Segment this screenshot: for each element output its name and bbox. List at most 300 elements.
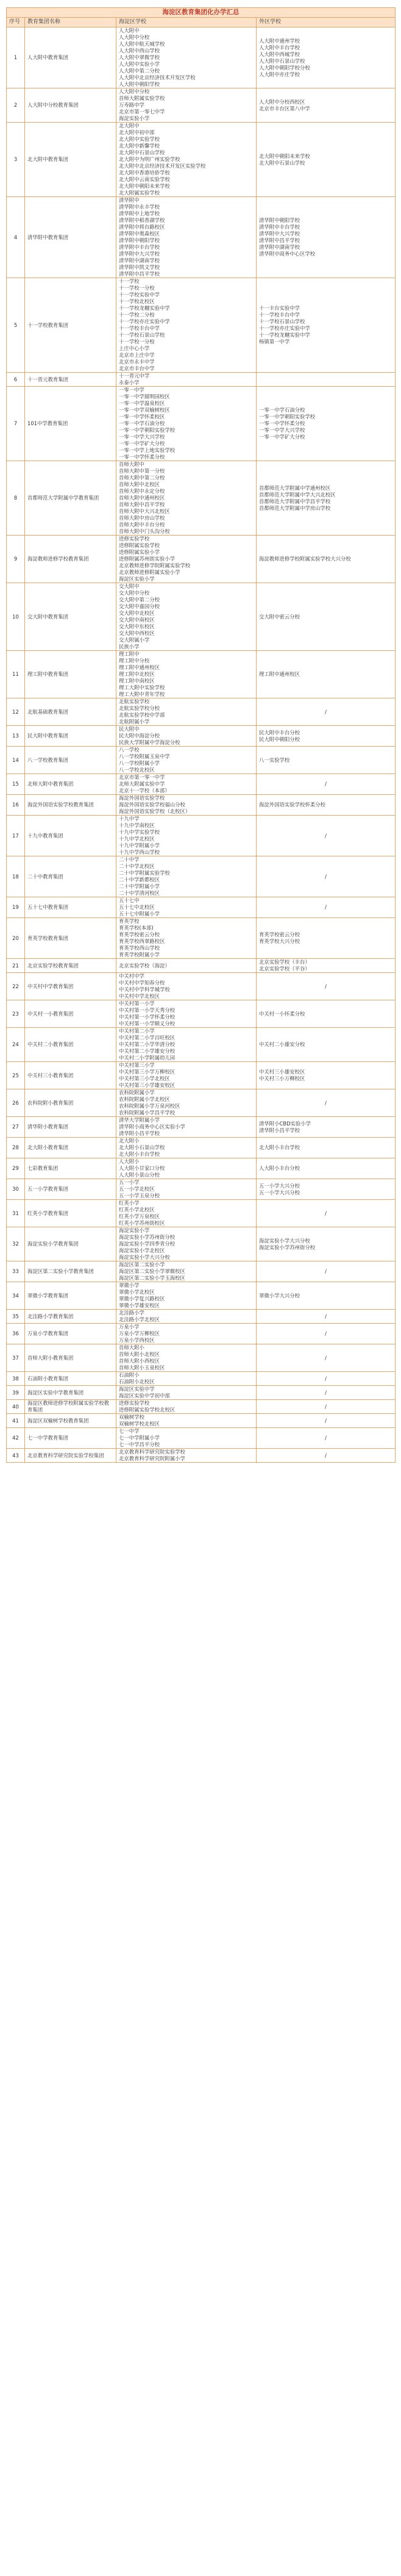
table-row — [7, 1386, 396, 1400]
school-name: 人大附中分校 — [119, 34, 150, 40]
school-name: 万泉小学西校区 — [119, 1337, 155, 1343]
table-row — [7, 816, 396, 856]
haidian-schools-cell — [116, 1261, 257, 1282]
other-district-schools-cell — [257, 88, 396, 123]
group-name: 中关村中学教育集团 — [25, 973, 116, 1000]
school-name: 人大附中翠微学校 — [119, 54, 160, 60]
school-name: / — [325, 1313, 327, 1319]
row-number: 9 — [7, 536, 25, 583]
school-name: 十一晋元中学 — [119, 373, 150, 379]
school-name: 清华附小昌平学校 — [119, 1130, 160, 1136]
school-name: / — [325, 781, 327, 787]
school-name: 交大附中第二分校 — [119, 597, 160, 603]
school-name: 人大附中 — [119, 27, 140, 34]
table-body — [7, 27, 396, 1463]
other-district-schools-cell — [257, 1138, 396, 1158]
table-row — [7, 795, 396, 816]
school-name: 北大附中香港培侨学校 — [119, 170, 170, 176]
group-name: 中关村一小教育集团 — [25, 1000, 116, 1028]
school-name: 民族小学 — [119, 644, 140, 650]
school-name: 育英学校大兴分校 — [259, 938, 300, 944]
school-name: 七一中学 — [119, 1428, 140, 1434]
table-title: 海淀区教育集团化办学汇总 — [7, 8, 396, 18]
school-name: 五一小学北校区 — [119, 1186, 155, 1192]
school-name: 交大附中分校 — [119, 590, 150, 596]
school-name: 海淀外国语实验学校怀柔分校 — [259, 802, 325, 808]
school-name: 十一学校北校区 — [119, 298, 155, 304]
group-name: 北京教育科学研究院实验学校集团 — [25, 1449, 116, 1463]
table-row — [7, 918, 396, 959]
school-name: 农科院附属小学 — [119, 1089, 155, 1096]
group-name: 石油附小教育集团 — [25, 1372, 116, 1386]
school-name: 清华附中湖南学校 — [259, 244, 300, 250]
school-name: 十一学校石景山学校 — [259, 318, 305, 325]
table-row — [7, 856, 396, 897]
table-row — [7, 197, 396, 278]
school-name: 上庄中心小学 — [119, 345, 150, 351]
row-number: 36 — [7, 1324, 25, 1344]
school-name: / — [325, 873, 327, 880]
school-name: 首师大附中丰台分校 — [119, 522, 165, 528]
school-name: 中关村二小雄安分校 — [259, 1041, 305, 1047]
haidian-schools-cell — [116, 27, 257, 88]
school-name: 北京实验学校（平谷） — [259, 966, 310, 972]
other-district-schools-cell — [257, 747, 396, 774]
row-number: 12 — [7, 698, 25, 726]
school-name: 北航实验学校分校 — [119, 705, 160, 711]
group-name: 七一中学教育集团 — [25, 1428, 116, 1449]
school-name: 北京实验学校（丰台） — [259, 959, 310, 965]
school-name: 一零一中学朝阳实验学校 — [119, 427, 176, 433]
school-name: 进修实验学校 — [119, 536, 150, 542]
haidian-schools-cell — [116, 651, 257, 698]
group-name: 海淀区双榆树学校教育集团 — [25, 1414, 116, 1428]
school-name: 十一学校龙樾实验中学 — [259, 332, 310, 338]
table-row — [7, 747, 396, 774]
row-number: 8 — [7, 461, 25, 536]
other-district-schools-cell — [257, 651, 396, 698]
group-name: 101中学教育集团 — [25, 387, 116, 461]
school-name: 中关村第一小学天秀分校 — [119, 1007, 176, 1013]
school-name: 首都师范大学附属中学通州校区 — [259, 484, 331, 491]
haidian-schools-cell — [116, 959, 257, 973]
haidian-schools-cell — [116, 278, 257, 373]
table-row — [7, 123, 396, 197]
row-number: 22 — [7, 973, 25, 1000]
school-name: 中关村第三小学万柳校区 — [119, 1069, 176, 1075]
school-name: 一零一中学朝阳实验学校 — [259, 414, 316, 420]
school-name: 海淀实验小学 — [119, 115, 150, 121]
group-name: 五一小学教育集团 — [25, 1179, 116, 1200]
group-name: 首师大附小教育集团 — [25, 1344, 116, 1372]
haidian-schools-cell — [116, 1158, 257, 1179]
table-row — [7, 583, 396, 651]
school-name: 北大附中 — [119, 123, 140, 129]
table-row — [7, 1282, 396, 1310]
school-name: 十九中学附属小学 — [119, 842, 160, 849]
haidian-schools-cell — [116, 1089, 257, 1117]
group-name: 万泉小学教育集团 — [25, 1324, 116, 1344]
school-name: 十九中学南校区 — [119, 822, 155, 828]
school-name: 首师大附小玉泉校区 — [119, 1365, 165, 1371]
school-name: 北大附中朝阳未来学校 — [119, 183, 170, 189]
haidian-schools-cell — [116, 387, 257, 461]
group-name: 理工附中教育集团 — [25, 651, 116, 698]
school-name: 一零一中学双榆树校区 — [119, 407, 170, 413]
table-row — [7, 1062, 396, 1089]
row-number: 24 — [7, 1028, 25, 1062]
school-name: 万寿路中学 — [119, 102, 144, 108]
haidian-schools-cell — [116, 1344, 257, 1372]
column-header-group-name: 教育集团名称 — [25, 18, 116, 27]
school-name: 海淀教师进修学校附属实验学校大兴分校 — [259, 556, 351, 562]
school-name: 永泰小学 — [119, 379, 140, 386]
row-number: 20 — [7, 918, 25, 959]
haidian-schools-cell — [116, 1428, 257, 1449]
table-row — [7, 88, 396, 123]
school-name: 中关村中学知春分校 — [119, 980, 165, 986]
school-name: 海淀区第二实验小学翠微校区 — [119, 1268, 185, 1274]
haidian-schools-cell — [116, 1028, 257, 1062]
school-name: 首师大附中通州校区 — [119, 495, 165, 501]
school-name: 二十中学 — [119, 856, 140, 863]
other-district-schools-cell — [257, 1344, 396, 1372]
school-name: 人大附中分校西校区 — [259, 98, 305, 105]
school-name: 人大附中西山学校 — [119, 48, 160, 54]
school-name: 七一中学昌平分校 — [119, 1441, 160, 1448]
other-district-schools-cell — [257, 1117, 396, 1138]
group-name: 中关村三小教育集团 — [25, 1062, 116, 1089]
row-number: 21 — [7, 959, 25, 973]
school-name: 海淀实验小学大兴分校 — [119, 1254, 170, 1260]
school-name: 北航实验学校 — [119, 698, 150, 705]
row-number: 26 — [7, 1089, 25, 1117]
school-name: 十一学校亦庄实验中学 — [119, 318, 170, 325]
group-name: 人大附中分校教育集团 — [25, 88, 116, 123]
other-district-schools-cell — [257, 278, 396, 373]
school-name: / — [325, 1403, 327, 1410]
group-name: 民大附中教育集团 — [25, 726, 116, 747]
group-name: 红英小学教育集团 — [25, 1200, 116, 1227]
table-row — [7, 774, 396, 795]
haidian-schools-cell — [116, 897, 257, 918]
other-district-schools-cell — [257, 973, 396, 1000]
school-name: / — [325, 1099, 327, 1106]
school-name: 理工附中 — [119, 651, 140, 657]
group-name: 海淀实验小学教育集团 — [25, 1227, 116, 1261]
table-row — [7, 651, 396, 698]
school-name: 理工附中通州校区 — [119, 664, 160, 670]
row-number: 35 — [7, 1310, 25, 1324]
school-name: 北大附中北京经济技术开发区实验学校 — [119, 163, 206, 169]
row-number: 18 — [7, 856, 25, 897]
school-name: 清华附中丰台学校 — [119, 244, 160, 250]
row-number: 5 — [7, 278, 25, 373]
group-name: 北京实验学校教育集团 — [25, 959, 116, 973]
haidian-schools-cell — [116, 816, 257, 856]
row-number: 30 — [7, 1179, 25, 1200]
school-name: 理工大附中青年学校 — [119, 691, 165, 697]
school-name: 首都师范大学附属中学昌平学校 — [259, 498, 331, 504]
school-name: / — [325, 1417, 327, 1424]
row-number: 33 — [7, 1261, 25, 1282]
school-name: 人大附小甘家口分校 — [119, 1165, 165, 1171]
group-name: 八一学校教育集团 — [25, 747, 116, 774]
haidian-schools-cell — [116, 795, 257, 816]
row-number: 15 — [7, 774, 25, 795]
school-name: 育英学校西山学校 — [119, 945, 160, 951]
school-name: 十一丰台实验中学 — [259, 305, 300, 311]
haidian-schools-cell — [116, 1414, 257, 1428]
school-name: 北大附小丰台学校 — [259, 1144, 300, 1150]
school-name: 中关村第二小学雄安分校 — [119, 1048, 176, 1054]
group-name: 海淀区实验中学教育集团 — [25, 1386, 116, 1400]
school-name: 育英学校(本部) — [119, 925, 154, 931]
school-groups-table — [6, 7, 396, 1463]
school-name: 清华附中大兴学校 — [119, 251, 160, 257]
school-name: 中关村第三小学 — [119, 1062, 155, 1068]
other-district-schools-cell — [257, 897, 396, 918]
table-row — [7, 1400, 396, 1414]
school-name: 进修附属实验学校 — [119, 542, 160, 548]
row-number: 11 — [7, 651, 25, 698]
school-name: 进修实验学校 — [119, 1400, 150, 1406]
school-name: 人大附中朝阳学校分校 — [259, 64, 310, 71]
group-name: 二十中教育集团 — [25, 856, 116, 897]
row-number: 29 — [7, 1158, 25, 1179]
school-name: / — [325, 1354, 327, 1361]
haidian-schools-cell — [116, 747, 257, 774]
school-name: 十九中学西山学校 — [119, 849, 160, 855]
school-name: 交大附中 — [119, 583, 140, 589]
school-name: 五一小学大兴分校 — [259, 1182, 300, 1189]
haidian-schools-cell — [116, 1117, 257, 1138]
school-name: 中关村二小学附属幼儿园 — [119, 1055, 176, 1061]
school-name: / — [325, 832, 327, 839]
school-name: 清华附中商务中心区学校 — [259, 251, 316, 257]
table-row — [7, 536, 396, 583]
table-row — [7, 1227, 396, 1261]
school-name: 北京市第一零一中学 — [119, 774, 165, 780]
school-name: 一零一中学矿大分校 — [119, 440, 165, 447]
school-name: 石油附小北校区 — [119, 1379, 155, 1385]
school-name: / — [325, 1389, 327, 1396]
other-district-schools-cell — [257, 197, 396, 278]
school-name: 人大附中西城学校 — [259, 51, 300, 57]
table-row — [7, 1200, 396, 1227]
school-name: 清华附中稻香湖学校 — [119, 217, 165, 223]
other-district-schools-cell — [257, 856, 396, 897]
school-name: 人大附小 — [119, 1158, 140, 1164]
table-row — [7, 1138, 396, 1158]
row-number: 25 — [7, 1062, 25, 1089]
haidian-schools-cell — [116, 373, 257, 387]
table-row — [7, 373, 396, 387]
school-name: 人大附中朝阳学校 — [119, 81, 160, 87]
other-district-schools-cell — [257, 461, 396, 536]
row-number: 34 — [7, 1282, 25, 1310]
school-name: 一零一中学圆明园校区 — [119, 393, 170, 400]
school-name: / — [325, 1435, 327, 1441]
table-row — [7, 1261, 396, 1282]
haidian-schools-cell — [116, 1324, 257, 1344]
table-row — [7, 973, 396, 1000]
other-district-schools-cell — [257, 774, 396, 795]
school-name: 一零一中学大兴学校 — [119, 434, 165, 440]
haidian-schools-cell — [116, 698, 257, 726]
school-name: 北大附中实验学校 — [119, 136, 160, 142]
school-name: 北大附中初中部 — [119, 129, 155, 135]
school-name: 清华附中凯文学校 — [119, 264, 160, 270]
school-name: 中关村第三小学雄安校区 — [119, 1082, 176, 1088]
school-name: 首师大附中昌平学校 — [119, 501, 165, 508]
school-name: 北洼路小学北校区 — [119, 1316, 160, 1322]
row-number: 43 — [7, 1449, 25, 1463]
school-name: 清华附中朝阳学校 — [119, 237, 160, 243]
group-name: 育英学校教育集团 — [25, 918, 116, 959]
school-name: 海淀区第二实验小学 — [119, 1261, 165, 1268]
school-name: 育英学校西翠路校区 — [119, 938, 165, 944]
school-name: 进修附属实验小学 — [119, 549, 160, 555]
group-name: 北师大附中教育集团 — [25, 774, 116, 795]
school-name: 北京实验学校（海淀） — [119, 962, 170, 969]
school-name: 中关村第三小学北校区 — [119, 1075, 170, 1082]
table-row — [7, 1158, 396, 1179]
school-name: 清华附中朝阳学校 — [259, 217, 300, 223]
school-name: 一零一中学怀柔分校 — [259, 420, 305, 426]
school-name: 二十中学清河校区 — [119, 890, 160, 896]
group-name: 清华附中教育集团 — [25, 197, 116, 278]
haidian-schools-cell — [116, 1062, 257, 1089]
school-name: 海淀外国语实验学校福山分校 — [119, 802, 185, 808]
school-name: 交大附中北校区 — [119, 610, 155, 616]
school-name: 民大附中朝阳分校 — [259, 736, 300, 742]
school-name: 北京教育科学研究院实验学校 — [119, 1449, 185, 1455]
school-name: 五十七中附属小学 — [119, 911, 160, 917]
table-row — [7, 1089, 396, 1117]
haidian-schools-cell — [116, 1310, 257, 1324]
other-district-schools-cell — [257, 1000, 396, 1028]
school-name: 中关村一小怀柔分校 — [259, 1010, 305, 1017]
school-name: 海淀区实验中学初中部 — [119, 1393, 170, 1399]
school-name: 北大附小丰台学校 — [119, 1151, 160, 1157]
group-name: 首都师范大学附属中学教育集团 — [25, 461, 116, 536]
school-name: 二十中学附属实验学校 — [119, 870, 170, 876]
school-name: 人大附中实验小学 — [119, 61, 160, 67]
school-name: 海淀实验小学大兴分校 — [259, 1237, 310, 1244]
school-name: 清华附小CBD实验小学 — [259, 1120, 311, 1127]
school-name: 首师大附中门头沟分校 — [119, 528, 170, 534]
group-name: 海淀区第二实验小学教育集团 — [25, 1261, 116, 1282]
school-name: 人大附中航天城学校 — [119, 41, 165, 47]
school-name: 民大附中海淀分校 — [119, 733, 160, 739]
school-name: 北大附中朝阳未来学校 — [259, 152, 310, 159]
school-name: 理工附中北校区 — [119, 671, 155, 677]
school-name: 交大附属小学 — [119, 637, 150, 643]
school-name: 交大附中西校区 — [119, 630, 155, 636]
school-name: 翠微小学大兴分校 — [259, 1292, 300, 1299]
school-name: 八一学校北校区 — [119, 767, 155, 773]
school-name: 中关村中学科学城学校 — [119, 986, 170, 992]
haidian-schools-cell — [116, 1200, 257, 1227]
school-name: 清华附小昌平学校 — [259, 1127, 300, 1133]
school-name: 首师大附小西校区 — [119, 1358, 160, 1364]
table-row — [7, 698, 396, 726]
school-name: 八一学校 — [119, 747, 140, 753]
school-name: 育英学校密云分校 — [259, 931, 300, 938]
school-name: 五一小学 — [119, 1179, 140, 1185]
school-name: 北航附属小学 — [119, 719, 150, 725]
other-district-schools-cell — [257, 1400, 396, 1414]
other-district-schools-cell — [257, 1372, 396, 1386]
school-name: 北京教师进修附属实验小学 — [119, 569, 180, 575]
school-name: 一零一中学 — [119, 387, 144, 393]
row-number: 42 — [7, 1428, 25, 1449]
school-name: 人大附中北京经济技术开发区学校 — [119, 74, 196, 81]
school-name: 育英学校 — [119, 918, 140, 924]
school-name: 北航实验学校中学部 — [119, 712, 165, 718]
school-name: / — [325, 983, 327, 989]
school-name: 中关村第一小学顺义分校 — [119, 1021, 176, 1027]
table-row — [7, 959, 396, 973]
school-name: 理工附中通州校区 — [259, 671, 300, 677]
school-name: 二十中学附属小学 — [119, 883, 160, 889]
school-name: 清华附小商务中心区实验小学 — [119, 1124, 185, 1130]
school-name: 二十中学北校区 — [119, 863, 155, 869]
school-name: 北京市丰台区第八中学 — [259, 105, 310, 112]
row-number: 3 — [7, 123, 25, 197]
other-district-schools-cell — [257, 1386, 396, 1400]
row-number: 39 — [7, 1386, 25, 1400]
school-name: 北大附属实验学校 — [119, 190, 160, 196]
row-number: 16 — [7, 795, 25, 816]
school-name: 民大附中 — [119, 726, 140, 732]
table-row — [7, 1372, 396, 1386]
school-name: 北京市永丰中学 — [119, 359, 155, 365]
school-name: 五一小学大兴分校 — [259, 1189, 300, 1196]
column-header-no: 序号 — [7, 18, 25, 27]
school-name: 进修附属实验学校北校区 — [119, 1407, 176, 1413]
school-name: 石油附小 — [119, 1372, 140, 1378]
school-name: 红英小学北校区 — [119, 1207, 155, 1213]
school-name: 清华附中奥森校区 — [119, 231, 160, 237]
haidian-schools-cell — [116, 973, 257, 1000]
row-number: 32 — [7, 1227, 25, 1261]
school-name: 清华附中将台路校区 — [119, 224, 165, 230]
school-name: 红英小学万泉校区 — [119, 1213, 160, 1219]
group-name: 中关村二小教育集团 — [25, 1028, 116, 1062]
school-name: 海淀区第二实验小学玉海校区 — [119, 1275, 185, 1281]
school-name: 五一小学玉泉分校 — [119, 1193, 160, 1199]
row-number: 2 — [7, 88, 25, 123]
school-name: 万泉小学万柳校区 — [119, 1330, 160, 1336]
school-name: 翠微小学北校区 — [119, 1289, 155, 1295]
school-name: 海淀外国语实验学校（北校区） — [119, 808, 191, 814]
other-district-schools-cell — [257, 959, 396, 973]
other-district-schools-cell — [257, 1200, 396, 1227]
group-name: 七彩教育集团 — [25, 1158, 116, 1179]
row-number: 7 — [7, 387, 25, 461]
school-name: 农科院附属小学万泉河校区 — [119, 1103, 180, 1109]
school-name: 人大附中丰台学校 — [259, 44, 300, 51]
group-name: 北洼路小学教育集团 — [25, 1310, 116, 1324]
row-number: 37 — [7, 1344, 25, 1372]
school-name: 中关村第二小学百旺校区 — [119, 1035, 176, 1041]
school-name: 北京十一学校（本部） — [119, 788, 170, 794]
school-name: 人大附中石景山学校 — [259, 57, 305, 64]
school-name: 杨镇第一中学 — [259, 339, 290, 345]
school-name: / — [325, 1210, 327, 1216]
